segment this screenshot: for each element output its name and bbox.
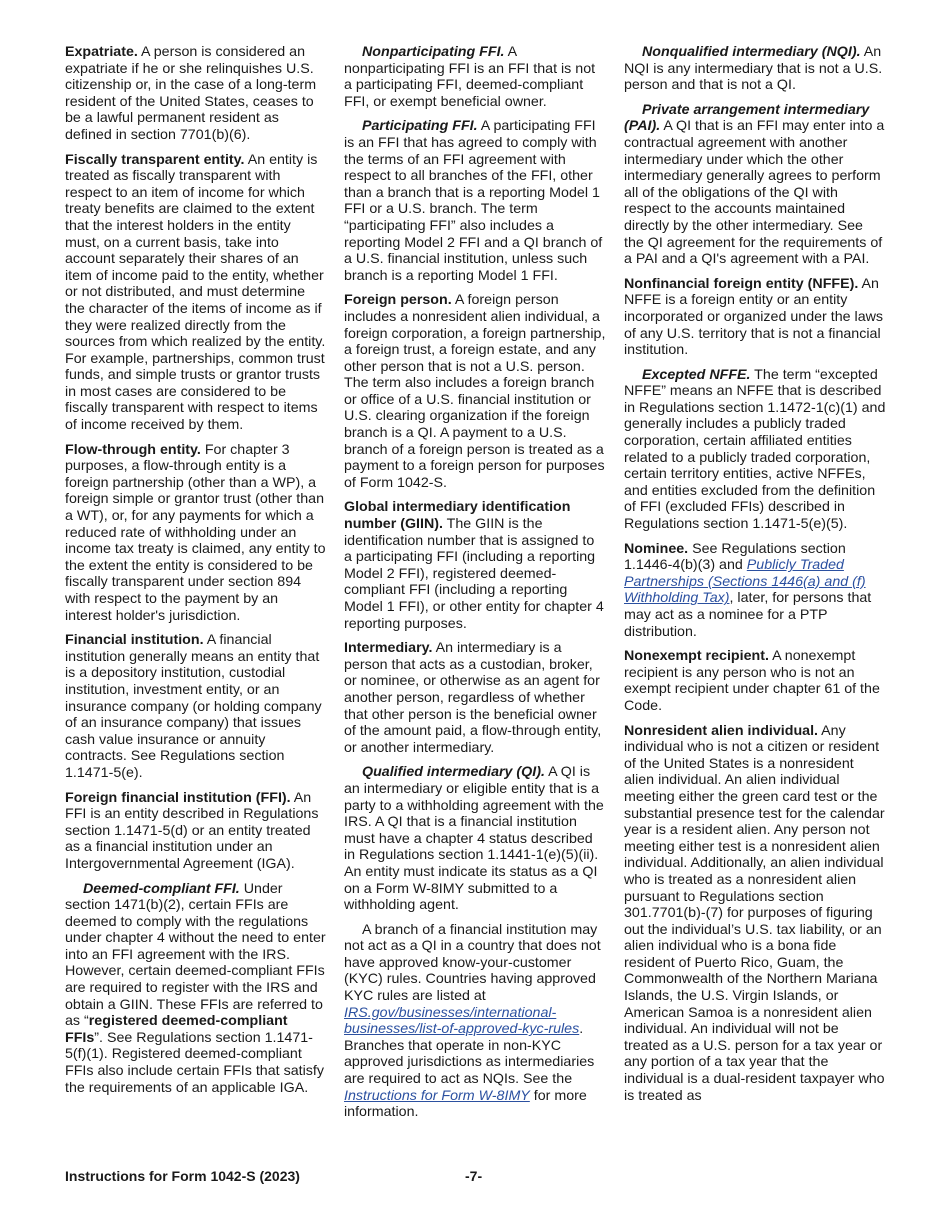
def-deemed-compliant	[65, 881, 327, 1097]
term: Nonresident alien individual.	[624, 722, 818, 739]
def-nonparticipating-ffi	[344, 44, 606, 110]
term: Foreign financial institution (FFI).	[65, 789, 291, 806]
term: Participating FFI.	[362, 118, 478, 135]
definition: An intermediary is a person that acts as a custodian, broker, or nominee, or otherwise as an agent for another person, regardless of whether that other person is the beneficial owner of the amount paid, a flow-through entity, or another intermediary.	[344, 640, 602, 756]
term: Excepted NFFE.	[642, 366, 751, 383]
definition: An NQI is any intermediary that is not a U.S. person and that is not a QI.	[624, 44, 883, 94]
def-financial-institution	[65, 632, 327, 781]
column-3	[624, 44, 886, 1112]
text: . Branches that operate in non-KYC approved jurisdictions as intermediaries are required to act as NQIs. See the	[344, 1021, 595, 1088]
definition-cont: , later, for persons that may act as a nominee for a PTP distribution.	[624, 590, 872, 640]
definition: See Regulations section 1.1446-4(b)(3) and	[624, 540, 846, 574]
term: Global intermediary identification number (GIIN).	[344, 499, 571, 533]
definition: A nonexempt recipient is any person who is not an exempt recipient under chapter 61 of the Code.	[624, 648, 880, 714]
definition: A QI that is an FFI may enter into a contractual agreement with another intermediary under which the other intermediary generally agrees to perform all of the obligations of the QI with respect to the accounts maintained directly by the other intermediary. See the QI agreement for the requirements of a PAI and a QI's agreement with a PAI.	[624, 118, 885, 268]
def-intermediary	[344, 640, 606, 756]
bold-phrase: registered deemed-compliant FFIs	[65, 1013, 288, 1046]
term: Foreign person.	[344, 292, 452, 309]
ptp-withholding-link[interactable]: Publicly Traded Partnerships (Sections 1446(a) and (f) Withholding Tax)	[624, 557, 866, 607]
kyc-rules-link[interactable]: IRS.gov/businesses/international-businesses/list-of-approved-kyc-rules	[344, 1004, 580, 1038]
term: Nonqualified intermediary (NQI).	[642, 44, 861, 60]
def-excepted-nffe	[624, 367, 886, 533]
definition: The term “excepted NFFE” means an NFFE that is described in Regulations section 1.1472-1(c)(1) and generally includes a publicly traded corporation, certain affiliated entities related to a publicly traded corporation, certain territory entities, active NFFEs, and entities excluded from the definition of FFI (excluded FFIs) described in Regulations section 1.1471-5(e)(5).	[624, 366, 886, 533]
term: Nominee.	[624, 540, 689, 557]
def-expatriate	[65, 44, 327, 144]
term: Intermediary.	[344, 640, 433, 657]
page-number: -7-	[465, 1168, 483, 1184]
text: A branch of a financial institution may not act as a QI in a country that does not have approved know-your-customer (KYC) rules. Countries having approved KYC rules are listed at	[344, 921, 601, 1005]
definition: The GIIN is the identification number that is assigned to a participating FFI (including a reporting Model 2 FFI), registered deemed-compliant FFI (including a reporting Model 1 FFI), or other entity for chapter 4 reporting purposes.	[344, 516, 604, 632]
definition: An NFFE is a foreign entity or an entity incorporated or organized under the laws of any U.S. territory that is not a financial institution.	[624, 275, 884, 359]
def-fiscally-transparent	[65, 152, 327, 434]
def-nonexempt-recipient	[624, 648, 886, 714]
definition: An FFI is an entity described in Regulations section 1.1471-5(d) or an entity treated as a financial institution under an Intergovernmental Agreement (IGA).	[65, 789, 319, 872]
term: Expatriate.	[65, 44, 138, 60]
term: Qualified intermediary (QI).	[362, 764, 545, 781]
def-giin	[344, 499, 606, 632]
column-2	[344, 44, 606, 1129]
term: Flow-through entity.	[65, 441, 201, 458]
definition: For chapter 3 purposes, a flow-through entity is a foreign partnership (other than a WP), a foreign simple or grantor trust (other than a WT), or, for any payments for which a reduced rate of withholding under an income tax treaty is claimed, any entity to the extent the entity is considered to be fiscally transparent under section 894 with respect to the payment by an interest holder's jurisdiction.	[65, 441, 326, 624]
def-foreign-person	[344, 292, 606, 491]
term: Nonfinancial foreign entity (NFFE).	[624, 275, 859, 292]
def-pai	[624, 102, 886, 268]
definition: A nonparticipating FFI is an FFI that is not a participating FFI, deemed-compliant FFI, or exempt beneficial owner.	[344, 44, 596, 110]
para-branch-kyc	[344, 922, 606, 1121]
def-nqi	[624, 44, 886, 94]
definition: A participating FFI is an FFI that has agreed to comply with the terms of an FFI agreement with respect to all branches of the FFI, other than a branch that is a reporting Model 1 FFI or a U.S. branch. The term “participating FFI” also includes a reporting Model 2 FFI and a QI branch of a U.S. financial institution, unless such branch is a reporting Model 1 FFI.	[344, 118, 603, 284]
definition: A QI is an intermediary or eligible entity that is a party to a withholding agreement with the IRS. A QI that is a financial institution must have a chapter 4 status described in Regulations section 1.1441-1(e)(5)(ii). An entity must indicate its status as a QI on a Form W-8IMY submitted to a withholding agent.	[344, 764, 604, 914]
definition: A financial institution generally means an entity that is a depository institution, custodial institution, investment entity, or an insurance company (or holding company of an insurance company) that issues cash value insurance or annuity contracts. See Regulations section 1.1471-5(e).	[65, 632, 322, 781]
definition: Under section 1471(b)(2), certain FFIs are deemed to comply with the regulations under chapter 4 without the need to enter into an FFI agreement with the IRS. However, certain deemed-compliant FFIs are required to register with the IRS and obtain a GIIN. These FFIs are referred to as “	[65, 880, 326, 1030]
def-nominee	[624, 541, 886, 641]
def-nffe	[624, 276, 886, 359]
column-1	[65, 44, 327, 1104]
def-nonresident-alien	[624, 723, 886, 1105]
footer-title: Instructions for Form 1042-S (2023)	[65, 1168, 300, 1184]
term: Deemed-compliant FFI.	[83, 880, 240, 897]
term: Nonparticipating FFI.	[362, 44, 505, 60]
definition: A person is considered an expatriate if he or she relinquishes U.S. citizenship or, in the case of a long-term resident of the United States, ceases to be a lawful permanent resident as defined in section 7701(b)(6).	[65, 44, 317, 143]
def-flow-through	[65, 442, 327, 625]
definition: An entity is treated as fiscally transparent with respect to an item of income for which treaty benefits are claimed to the extent that the interest holders in the entity must, on a current basis, take into account separately their shares of an item of income paid to the entity, whether or not distributed, and must determine the character of the items of income as if they were realized directly from the sources from which realized by the entity. For example, partnerships, common trust funds, and simple trusts or grantor trusts in most cases are considered to be fiscally transparent with respect to items of income received by them.	[65, 151, 326, 434]
definition: A foreign person includes a nonresident alien individual, a foreign corporation, a foreign partnership, a foreign trust, a foreign estate, and any other person that is not a U.S. person. The term also includes a foreign branch or office of a U.S. financial institution or U.S. clearing organization if the foreign branch is a QI. A payment to a U.S. branch of a foreign person is treated as a payment to a foreign person for purposes of Form 1042-S.	[344, 292, 606, 491]
w8imy-instructions-link[interactable]: Instructions for Form W-8IMY	[344, 1087, 530, 1104]
definition: Any individual who is not a citizen or resident of the United States is a nonresident alien individual. An alien individual meeting either the green card test or the substantial presence test for the calendar year is a resident alien. Any person not meeting either test is a nonresident alien individual. Additionally, an alien individual who is treated as a nonresident alien pursuant to Regulations section 301.7701(b)-(7) for purposes of figuring out the individual’s U.S. tax liability, or an alien individual who is a bona fide resident of Puerto Rico, Guam, the Commonwealth of the Northern Mariana Islands, the U.S. Virgin Islands, or American Samoa is a nonresident alien individual. An individual will not be treated as a U.S. person for a tax year or any portion of a tax year that the individual is a dual-resident taxpayer who is treated as	[624, 722, 885, 1104]
term: Financial institution.	[65, 632, 204, 649]
term: Private arrangement intermediary (PAI).	[624, 101, 870, 135]
definition-cont: ”. See Regulations section 1.1471-5(f)(1). Registered deemed-compliant FFIs also include certain FFIs that satisfy the requirements of an applicable IGA.	[65, 1029, 324, 1096]
def-ffi	[65, 790, 327, 873]
def-participating-ffi	[344, 118, 606, 284]
term: Nonexempt recipient.	[624, 648, 769, 665]
text: for more information.	[344, 1087, 587, 1121]
term: Fiscally transparent entity.	[65, 151, 245, 168]
def-qualified-intermediary	[344, 764, 606, 913]
